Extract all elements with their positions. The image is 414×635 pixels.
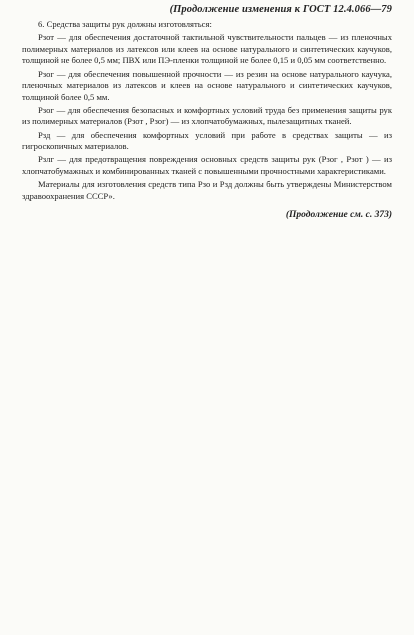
document-body bbox=[22, 19, 392, 222]
continuation-note: (Продолжение см. с. 373) bbox=[285, 210, 392, 221]
paragraph-rzog-comfort: Рзог — для обеспечения безопасных и комфортных условий труда без применения защиты рук из полимерных материалов (Рзот , Рзог) — из хлопчатобумажных, пылезащитных тканей. bbox=[22, 104, 392, 127]
paragraph-rzog-strength: Рзог — для обеспечения повышенной прочности — из резин на основе натурального каучука, пленочных материалов из латексов и клеев на основе натурального и синтетических каучуков, толщиной более 0,5 мм. bbox=[22, 68, 392, 102]
paragraph-rzlg: Рзлг — для предотвращения повреждения основных средств защиты рук (Рзог , Рзот ) — из хлопчатобумажных и комбинированных тканей с повышенными прочностными характеристиками. bbox=[22, 154, 392, 176]
paragraph-intro: 6. Средства защиты рук должны изготовляться: bbox=[38, 19, 212, 29]
paragraph-materials: Материалы для изготовления средств типа Рзо и Рзд должны быть утверждены Министерством здравоохранения СССР». bbox=[22, 179, 392, 201]
page-header: (Продолжение изменения к ГОСТ 12.4.066—79 bbox=[169, 4, 392, 15]
paragraph-rzd: Рзд — для обеспечения комфортных условий при работе в средствах защиты — из гигроскопичных материалов. bbox=[22, 129, 392, 152]
paragraph-rzot: Рзот — для обеспечения достаточной тактильной чувствительности пальцев — из пленочных полимерных материалов из латексов или клеев на основе натурального и синтетических каучуков, толщиной не более 0,5 мм; ПВХ или ПЭ-пленки толщиной не более 0,15 и 0,05 мм соответственно. bbox=[22, 32, 392, 66]
